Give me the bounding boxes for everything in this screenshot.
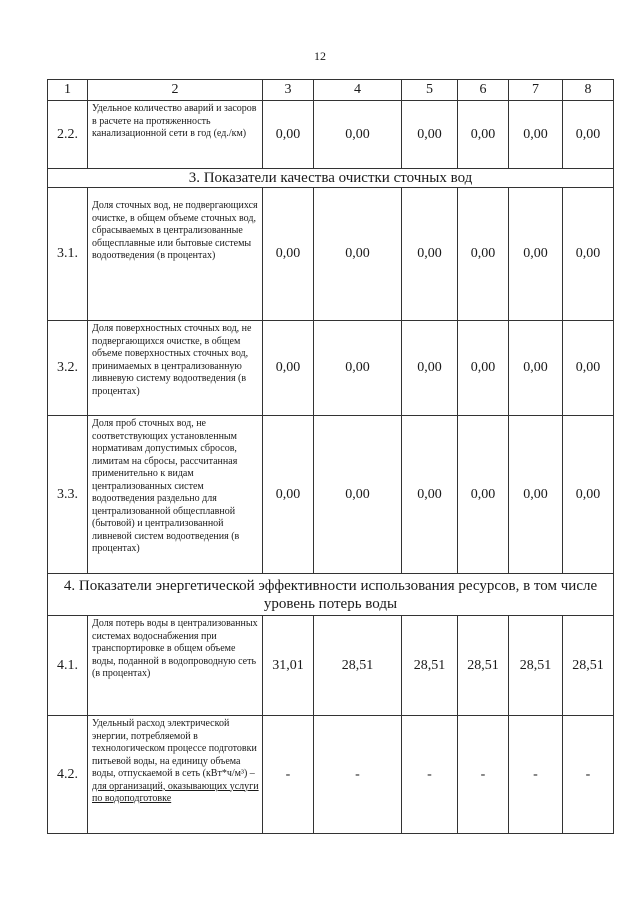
description-text: Удельный расход электрической энергии, потребляемой в технологическом процессе подготовки питьевой воды, на единицу объема воды, отпускаемой в сеть (кВт*ч/м³) –	[92, 718, 257, 779]
value-cell: 28,51	[314, 616, 402, 716]
value-cell: 28,51	[509, 616, 563, 716]
value-cell: 0,00	[458, 416, 509, 574]
value-cell: 0,00	[458, 321, 509, 416]
column-header: 5	[402, 80, 458, 101]
section-header-row	[48, 574, 614, 616]
value-cell: 0,00	[563, 321, 614, 416]
section-title: 3. Показатели качества очистки сточных вод	[48, 169, 614, 188]
indicator-description: Доля поверхностных сточных вод, не подвергающихся очистке, в общем объеме поверхностных сточных вод, принимаемых в централизованную ливневую систему водоотведения (в процентах)	[88, 321, 263, 416]
column-header: 2	[88, 80, 263, 101]
value-cell: 31,01	[263, 616, 314, 716]
column-header: 8	[563, 80, 614, 101]
column-header: 4	[314, 80, 402, 101]
value-cell: -	[458, 716, 509, 834]
row-number: 3.2.	[48, 321, 88, 416]
value-cell: 0,00	[314, 416, 402, 574]
indicator-description: Доля сточных вод, не подвергающихся очистке, в общем объеме сточных вод, сбрасываемых в централизованные общесплавные или бытовые системы водоотведения (в процентах)	[88, 188, 263, 321]
table-row	[48, 101, 614, 169]
value-cell: 0,00	[314, 188, 402, 321]
value-cell: 0,00	[509, 321, 563, 416]
value-cell: 0,00	[402, 101, 458, 169]
description-underlined: для организаций, оказывающих услуги по водоподготовке	[92, 780, 259, 804]
value-cell: 0,00	[563, 416, 614, 574]
column-header: 3	[263, 80, 314, 101]
value-cell: 0,00	[263, 101, 314, 169]
value-cell: 0,00	[402, 416, 458, 574]
value-cell: 0,00	[563, 101, 614, 169]
column-header: 6	[458, 80, 509, 101]
column-header: 7	[509, 80, 563, 101]
value-cell: 0,00	[314, 101, 402, 169]
indicator-description	[88, 716, 263, 834]
value-cell: 28,51	[402, 616, 458, 716]
table-row	[48, 716, 614, 834]
indicator-description: Доля проб сточных вод, не соответствующих установленным нормативам допустимых сбросов, лимитам на сбросы, рассчитанная применительно к видам централизованных систем водоотведения раздельно для централизованной общесплавной (бытовой) и централизованной ливневой систем водоотведения (в процентах)	[88, 416, 263, 574]
value-cell: -	[509, 716, 563, 834]
value-cell: 0,00	[509, 101, 563, 169]
value-cell: 0,00	[263, 416, 314, 574]
indicators-table	[47, 79, 614, 834]
value-cell: 0,00	[263, 188, 314, 321]
section-title-line: уровень потерь воды	[263, 595, 398, 612]
section-title	[48, 574, 614, 616]
value-cell: -	[314, 716, 402, 834]
table-row	[48, 416, 614, 574]
value-cell: 0,00	[509, 188, 563, 321]
value-cell: 0,00	[402, 188, 458, 321]
page-number: 12	[314, 49, 326, 63]
table-row	[48, 321, 614, 416]
value-cell: -	[263, 716, 314, 834]
value-cell: 0,00	[563, 188, 614, 321]
value-cell: 0,00	[314, 321, 402, 416]
row-number: 4.2.	[48, 716, 88, 834]
table-row	[48, 616, 614, 716]
section-header-row	[48, 169, 614, 188]
value-cell: 0,00	[509, 416, 563, 574]
column-header-row	[48, 80, 614, 101]
row-number: 3.3.	[48, 416, 88, 574]
section-title-line: 4. Показатели энергетической эффективности использования ресурсов, в том числе	[63, 577, 598, 594]
value-cell: 28,51	[458, 616, 509, 716]
table-row	[48, 188, 614, 321]
row-number: 3.1.	[48, 188, 88, 321]
value-cell: -	[402, 716, 458, 834]
value-cell: 0,00	[458, 101, 509, 169]
value-cell: -	[563, 716, 614, 834]
value-cell: 0,00	[263, 321, 314, 416]
column-header: 1	[48, 80, 88, 101]
row-number: 2.2.	[48, 101, 88, 169]
value-cell: 0,00	[458, 188, 509, 321]
row-number: 4.1.	[48, 616, 88, 716]
value-cell: 0,00	[402, 321, 458, 416]
value-cell: 28,51	[563, 616, 614, 716]
indicator-description: Удельное количество аварий и засоров в расчете на протяженность канализационной сети в год (ед./км)	[88, 101, 263, 169]
indicator-description: Доля потерь воды в централизованных системах водоснабжения при транспортировке в общем объеме воды, поданной в водопроводную сеть (в процентах)	[88, 616, 263, 716]
